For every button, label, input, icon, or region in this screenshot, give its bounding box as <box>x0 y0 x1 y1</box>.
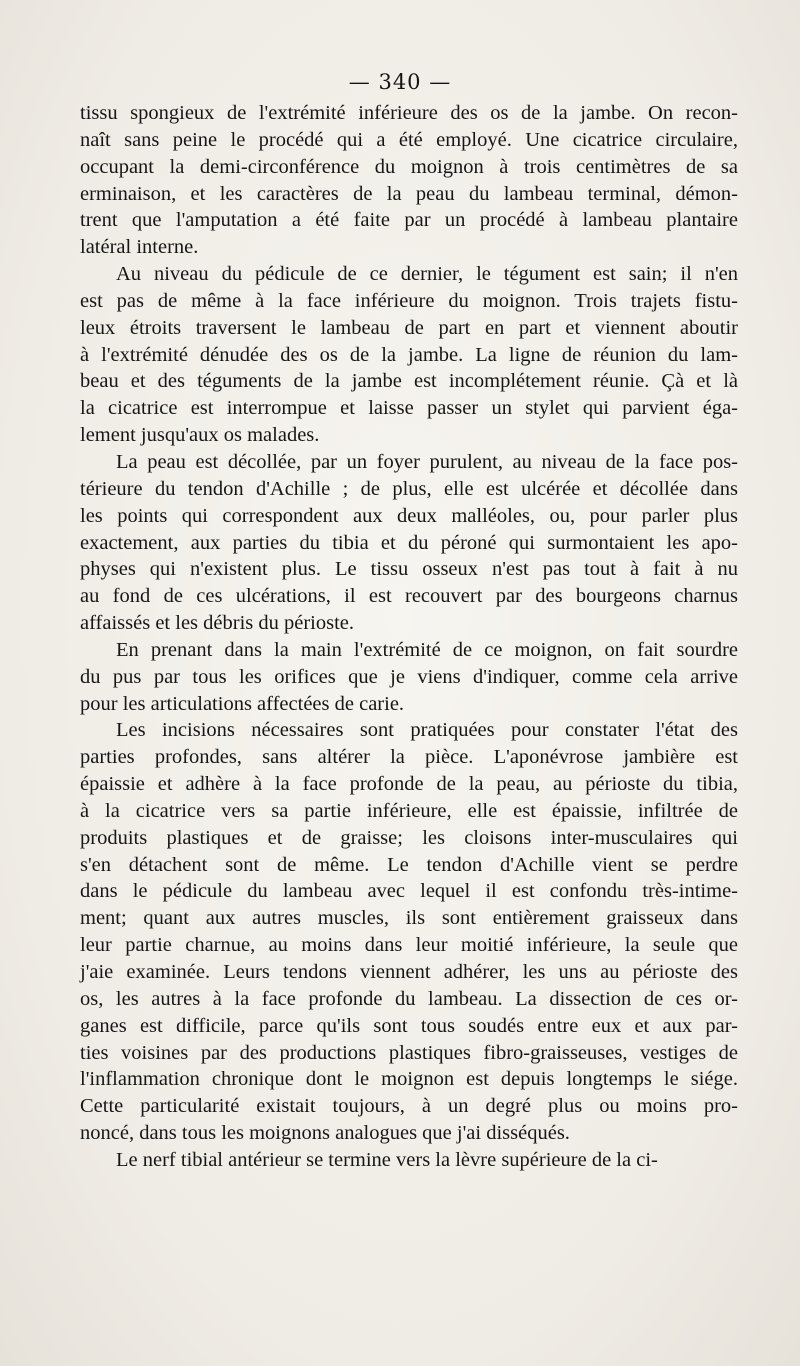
text-line: occupant la demi-circonférence du moignon à trois centimètres de sa <box>80 155 738 178</box>
text-line: parties profondes, sans altérer la pièce. L'aponévrose jambière est <box>80 746 738 769</box>
paragraph <box>80 449 738 637</box>
text-line: térieure du tendon d'Achille ; de plus, elle est ulcérée et décollée dans <box>80 477 738 500</box>
body-text <box>80 100 738 1174</box>
text-line: En prenant dans la main l'extrémité de ce moignon, on fait sourdre <box>116 638 738 661</box>
text-line: Cette particularité existait toujours, à un degré plus ou moins pro- <box>80 1095 738 1118</box>
text-line: dans le pédicule du lambeau avec lequel il est confondu très-intime- <box>80 880 738 903</box>
paragraph <box>80 1147 738 1174</box>
paragraph <box>80 637 738 718</box>
text-line: leux étroits traversent le lambeau de part en part et viennent aboutir <box>80 316 738 339</box>
text-line: l'inflammation chronique dont le moignon est depuis longtemps le siége. <box>80 1068 738 1091</box>
text-line: j'aie examinée. Leurs tendons viennent adhérer, les uns au périoste des <box>80 961 738 983</box>
text-line: La peau est décollée, par un foyer purulent, au niveau de la face pos- <box>116 450 738 473</box>
text-line: à l'extrémité dénudée des os de la jambe. La ligne de réunion du lam- <box>80 343 738 366</box>
text-line: s'en détachent sont de même. Le tendon d'Achille vient se perdre <box>80 853 738 876</box>
text-line: au fond de ces ulcérations, il est recouvert par des bourgeons charnus <box>80 585 738 608</box>
text-line: ment; quant aux autres muscles, ils sont entièrement graisseux dans <box>80 907 738 930</box>
text-line: épaissie et adhère à la face profonde de la peau, au périoste du tibia, <box>80 773 738 796</box>
text-line: noncé, dans tous les moignons analogues que j'ai disséqués. <box>80 1122 570 1145</box>
text-line: naît sans peine le procédé qui a été employé. Une cicatrice circulaire, <box>80 128 738 151</box>
text-line: Au niveau du pédicule de ce dernier, le tégument est sain; il n'en <box>116 263 738 286</box>
text-line: beau et des téguments de la jambe est incomplétement réunie. Çà et là <box>80 370 738 393</box>
text-line: Les incisions nécessaires sont pratiquées pour constater l'état des <box>116 719 738 742</box>
text-line: ganes est difficile, parce qu'ils sont tous soudés entre eux et aux par- <box>80 1014 738 1037</box>
text-line: os, les autres à la face profonde du lambeau. La dissection de ces or- <box>80 987 738 1010</box>
text-line: du pus par tous les orifices que je viens d'indiquer, comme cela arrive <box>80 665 738 688</box>
text-line: produits plastiques et de graisse; les cloisons inter-musculaires qui <box>80 826 738 849</box>
text-line: leur partie charnue, au moins dans leur moitié inférieure, la seule que <box>80 934 738 957</box>
text-line: tissu spongieux de l'extrémité inférieure des os de la jambe. On recon- <box>80 102 738 124</box>
text-line: affaissés et les débris du périoste. <box>80 612 355 635</box>
text-line: est pas de même à la face inférieure du moignon. Trois trajets fistu- <box>80 289 738 312</box>
text-line: les points qui correspondent aux deux malléoles, ou, pour parler plus <box>80 504 738 527</box>
text-line: lement jusqu'aux os malades. <box>80 424 320 447</box>
text-line: erminaison, et les caractères de la peau du lambeau terminal, démon- <box>80 182 738 205</box>
text-line: Le nerf tibial antérieur se termine vers la lèvre supérieure de la ci- <box>116 1148 658 1171</box>
paragraph <box>80 100 738 261</box>
text-line: physes qui n'existent plus. Le tissu osseux n'est pas tout à fait à nu <box>80 558 738 581</box>
text-line: latéral interne. <box>80 236 199 259</box>
paragraph <box>80 261 738 449</box>
paragraph <box>80 717 738 1147</box>
text-line: ties voisines par des productions plastiques fibro-graisseuses, vestiges de <box>80 1041 738 1064</box>
text-line: la cicatrice est interrompue et laisse passer un stylet qui parvient éga- <box>80 397 738 420</box>
text-line: à la cicatrice vers sa partie inférieure, elle est épaissie, infiltrée de <box>80 799 738 822</box>
page-number: — 340 — <box>348 70 452 94</box>
text-line: exactement, aux parties du tibia et du péroné qui surmontaient les apo- <box>80 531 738 554</box>
text-line: pour les articulations affectées de carie. <box>80 692 405 715</box>
text-line: trent que l'amputation a été faite par un procédé à lambeau plantaire <box>80 209 738 232</box>
